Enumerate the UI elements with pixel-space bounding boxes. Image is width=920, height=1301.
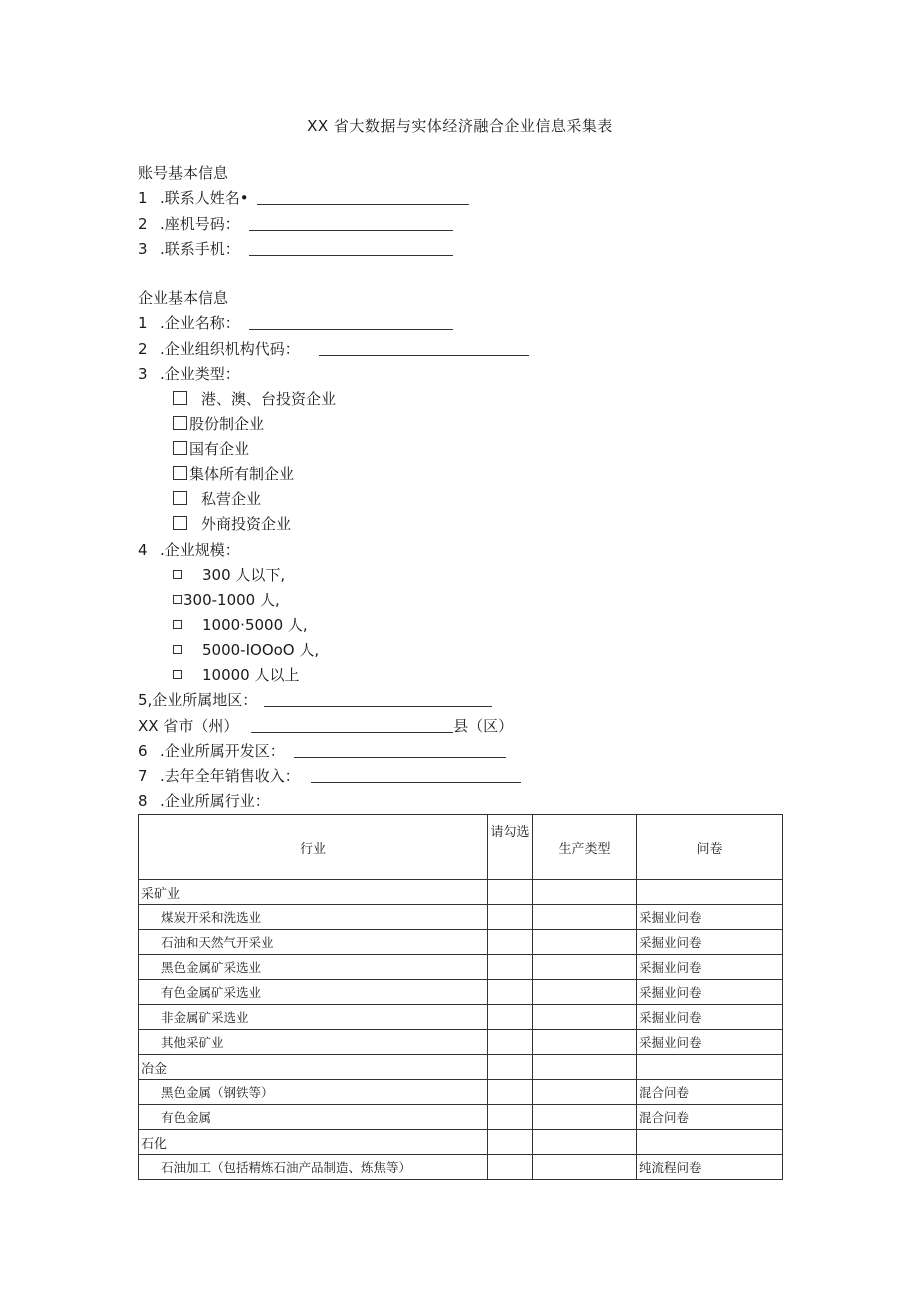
table-row [139, 930, 783, 955]
dev-zone-field[interactable] [294, 742, 506, 758]
industry-cell: 石油和天然气开采业 [139, 930, 488, 955]
dev-zone-label: .企业所属开发区： [160, 742, 285, 760]
header-production-type: 生产类型 [533, 815, 637, 880]
item-number: 4 [138, 541, 148, 559]
checkbox-icon[interactable] [173, 416, 187, 430]
header-industry: 行业 [139, 815, 488, 880]
select-cell[interactable] [488, 880, 533, 905]
questionnaire-cell: 混合问卷 [637, 1080, 783, 1105]
production-type-cell[interactable] [533, 1055, 637, 1080]
checkbox-icon[interactable] [173, 645, 182, 654]
select-cell[interactable] [488, 930, 533, 955]
type-option-collective[interactable]: 集体所有制企业 [173, 464, 294, 484]
table-row [139, 1130, 783, 1155]
enterprise-name-label: .企业名称： [160, 314, 240, 332]
questionnaire-cell: 采掘业问卷 [637, 930, 783, 955]
industry-cell: 有色金属 [139, 1105, 488, 1130]
mobile-label: .联系手机： [160, 240, 240, 258]
select-cell[interactable] [488, 1130, 533, 1155]
region-suffix: 县（区） [453, 717, 514, 735]
select-cell[interactable] [488, 980, 533, 1005]
item-number: 8 [138, 792, 148, 810]
table-row [139, 980, 783, 1005]
region-label: 5,企业所属地区： [138, 691, 258, 709]
sales-row [138, 766, 521, 786]
type-option-state-owned[interactable]: 国有企业 [173, 439, 249, 459]
type-option-joint-stock[interactable]: 股份制企业 [173, 414, 264, 434]
enterprise-scale-label: .企业规模： [160, 541, 240, 559]
landline-row [138, 214, 453, 234]
production-type-cell[interactable] [533, 930, 637, 955]
item-number: 3 [138, 365, 148, 383]
questionnaire-cell: 采掘业问卷 [637, 980, 783, 1005]
industry-cell: 石油加工（包括精炼石油产品制造、炼焦等） [139, 1155, 488, 1180]
scale-option-300-1000[interactable]: 300-1000 人, [173, 590, 280, 610]
select-cell[interactable] [488, 1005, 533, 1030]
questionnaire-cell [637, 1130, 783, 1155]
region-detail-row [138, 716, 513, 736]
checkbox-icon[interactable] [173, 595, 182, 604]
landline-label: .座机号码： [160, 215, 240, 233]
select-cell[interactable] [488, 1155, 533, 1180]
select-cell[interactable] [488, 1080, 533, 1105]
industry-cell: 冶金 [139, 1055, 488, 1080]
type-option-hk-macao-taiwan[interactable]: 港、澳、台投资企业 [173, 389, 336, 409]
region-row [138, 690, 492, 710]
industry-row [138, 791, 270, 811]
contact-name-field[interactable] [257, 189, 469, 205]
landline-field[interactable] [249, 215, 453, 231]
enterprise-section-heading: 企业基本信息 [138, 289, 229, 307]
table-row [139, 880, 783, 905]
checkbox-icon[interactable] [173, 491, 187, 505]
questionnaire-cell: 混合问卷 [637, 1105, 783, 1130]
table-row [139, 1055, 783, 1080]
enterprise-name-row [138, 313, 453, 333]
questionnaire-cell [637, 880, 783, 905]
production-type-cell[interactable] [533, 905, 637, 930]
select-cell[interactable] [488, 1030, 533, 1055]
org-code-label: .企业组织机构代码： [160, 340, 300, 358]
checkbox-icon[interactable] [173, 466, 187, 480]
type-option-foreign[interactable]: 外商投资企业 [173, 514, 291, 534]
production-type-cell[interactable] [533, 955, 637, 980]
select-cell[interactable] [488, 1055, 533, 1080]
table-row [139, 955, 783, 980]
type-option-private[interactable]: 私营企业 [173, 489, 261, 509]
production-type-cell[interactable] [533, 1155, 637, 1180]
item-number: 2 [138, 215, 148, 233]
industry-label: .企业所属行业： [160, 792, 270, 810]
checkbox-icon[interactable] [173, 441, 187, 455]
industry-cell: 其他采矿业 [139, 1030, 488, 1055]
questionnaire-cell: 采掘业问卷 [637, 1005, 783, 1030]
production-type-cell[interactable] [533, 1105, 637, 1130]
org-code-row [138, 339, 529, 359]
enterprise-type-label: .企业类型： [160, 365, 240, 383]
scale-option-over-10000[interactable]: 10000 人以上 [173, 665, 300, 685]
checkbox-icon[interactable] [173, 570, 182, 579]
item-number: 7 [138, 767, 148, 785]
select-cell[interactable] [488, 905, 533, 930]
sales-field[interactable] [311, 767, 521, 783]
questionnaire-cell: 采掘业问卷 [637, 905, 783, 930]
questionnaire-cell: 采掘业问卷 [637, 955, 783, 980]
select-cell[interactable] [488, 955, 533, 980]
enterprise-type-row [138, 364, 240, 384]
questionnaire-cell: 采掘业问卷 [637, 1030, 783, 1055]
industry-cell: 石化 [139, 1130, 488, 1155]
contact-name-label: .联系人姓名• [160, 189, 249, 207]
table-row [139, 1105, 783, 1130]
industry-cell: 黑色金属矿采选业 [139, 955, 488, 980]
checkbox-icon[interactable] [173, 516, 187, 530]
table-row [139, 1080, 783, 1105]
item-number: 2 [138, 340, 148, 358]
scale-option-5000-10000[interactable]: 5000-IOOoO 人, [173, 640, 319, 660]
production-type-cell[interactable] [533, 1030, 637, 1055]
questionnaire-cell [637, 1055, 783, 1080]
checkbox-icon[interactable] [173, 670, 182, 679]
account-section-heading: 账号基本信息 [138, 164, 229, 182]
production-type-cell[interactable] [533, 880, 637, 905]
region-prefix: XX 省市（州） [138, 717, 239, 735]
table-row [139, 1155, 783, 1180]
region-field[interactable] [264, 691, 492, 707]
city-field[interactable] [251, 717, 453, 733]
checkbox-icon[interactable] [173, 620, 182, 629]
enterprise-name-field[interactable] [249, 314, 453, 330]
production-type-cell[interactable] [533, 1130, 637, 1155]
table-row [139, 905, 783, 930]
industry-cell: 有色金属矿采选业 [139, 980, 488, 1005]
header-questionnaire: 问卷 [637, 815, 783, 880]
industry-cell: 采矿业 [139, 880, 488, 905]
item-number: 6 [138, 742, 148, 760]
header-select: 请勾选 [488, 815, 533, 880]
questionnaire-cell: 纯流程问卷 [637, 1155, 783, 1180]
industry-cell: 黑色金属（钢铁等） [139, 1080, 488, 1105]
production-type-cell[interactable] [533, 1005, 637, 1030]
contact-name-row [138, 188, 469, 208]
table-row [139, 1030, 783, 1055]
production-type-cell[interactable] [533, 1080, 637, 1105]
mobile-field[interactable] [249, 240, 453, 256]
scale-option-under-300[interactable]: 300 人以下, [173, 565, 285, 585]
table-header-row [139, 815, 783, 880]
checkbox-icon[interactable] [173, 391, 187, 405]
industry-cell: 煤炭开采和洗选业 [139, 905, 488, 930]
table-row [139, 1005, 783, 1030]
sales-label: .去年全年销售收入： [160, 767, 300, 785]
industry-cell: 非金属矿采选业 [139, 1005, 488, 1030]
org-code-field[interactable] [319, 340, 529, 356]
select-cell[interactable] [488, 1105, 533, 1130]
dev-zone-row [138, 741, 506, 761]
item-number: 1 [138, 314, 148, 332]
enterprise-scale-row [138, 540, 240, 560]
industry-table [138, 814, 783, 1180]
page-title: XX 省大数据与实体经济融合企业信息采集表 [307, 117, 613, 135]
mobile-row [138, 239, 453, 259]
production-type-cell[interactable] [533, 980, 637, 1005]
scale-option-1000-5000[interactable]: 1000·5000 人, [173, 615, 308, 635]
item-number: 1 [138, 189, 148, 207]
item-number: 3 [138, 240, 148, 258]
